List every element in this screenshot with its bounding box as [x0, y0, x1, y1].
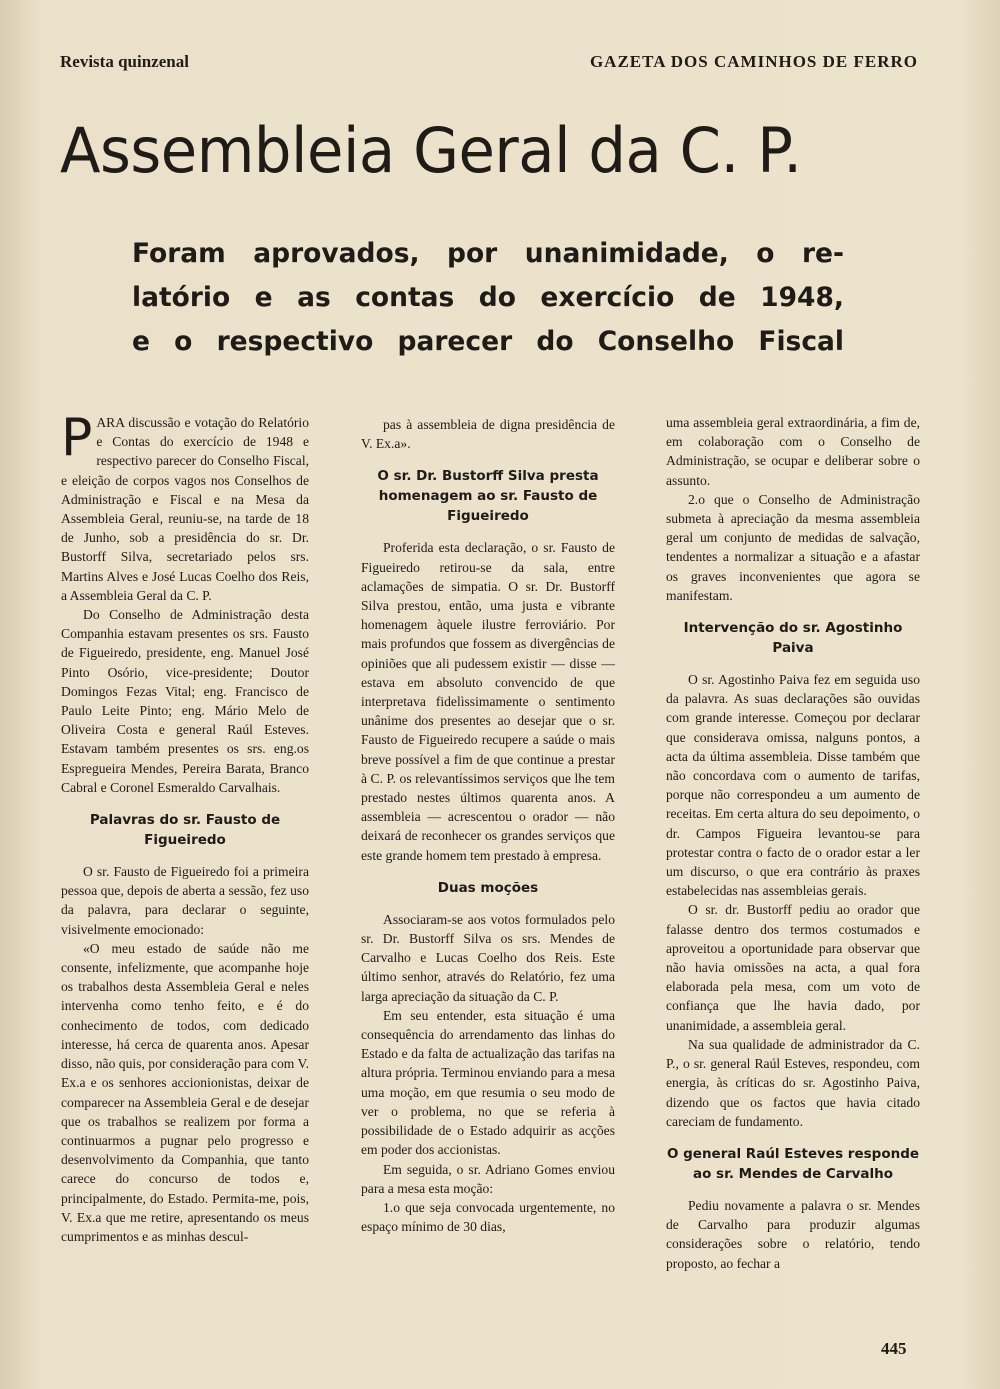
section-heading: Duas moções [437, 879, 539, 896]
paragraph: PARA discussão e votação do Relatório e Contas do exercício de 1948 e respectivo parecer do Conselho Fiscal, e eleição de corpos vagos nos Conselhos de Administração e Fiscal e na Mesa da Assembleia Geral, reuniu-se, na tarde de 18 de Junho, sob a presidência do sr. Dr. Bustorff Silva, secretariado pelos srs. Martins Alves e José Lucas Coelho dos Reis, a Assembleia Geral da C. P. [61, 408, 309, 603]
text-column-3 [666, 413, 920, 1273]
header-publication-frequency: Revista quinzenal [60, 52, 189, 71]
paragraph: «O meu estado de saúde não me consente, infelizmente, que acompanhe hoje os trabalhos desta Assembleia Geral e neles intervenha como tenho feito, e é do conhecimento de todos, com dedicado interesse, há cerca de quarenta anos. Apesar disso, não quis, por consideração para com V. Ex.a e os senhores accionionistas, deixar de comparecer na Assembleia Geral e de desejar que os trabalhos se realizem por forma a continuarmos a pugnar pelo progresso e desenvolvimento da Companhia, que tanto carece do concurso de todos e, principalmente, do Estado. Permita-me, pois, V. Ex.a que me retire, apresentando os meus cumprimentos e as minhas descul- [61, 940, 309, 1244]
paragraph: Do Conselho de Administração desta Companhia estavam presentes os srs. Fausto de Figueiredo, presidente, eng. Manuel José Pinto Osório, vice-presidente; Doutor Domingos Fezas Vital; eng. Francisco de Paulo Leite Pinto; eng. Mário Melo de Oliveira Costa e general Raúl Esteves. Estavam também presentes os srs. eng.os Espregueira Mendes, Pereira Barata, Branco Cabral e Coronel Esmeraldo Carvalhais. [61, 607, 309, 795]
paragraph: Na sua qualidade de administrador da C. P., o sr. general Raúl Esteves, respondeu, com energia, às críticas do sr. Agostinho Paiva, dizendo que os factos que havia citado careciam de fundamento. [666, 1036, 920, 1129]
paragraph: O sr. Fausto de Figueiredo foi a primeira pessoa que, depois de aberta a sessão, fez uso da palavra, para declarar o seguinte, visivelmente emocionado: [61, 864, 309, 937]
section-heading: O general Raúl Esteves responde ao sr. Mendes de Carvalho [666, 1145, 920, 1182]
paragraph: Em seguida, o sr. Adriano Gomes enviou para a mesa esta moção: [361, 1161, 615, 1196]
paragraph: Pediu novamente a palavra o sr. Mendes de Carvalho para produzir algumas considerações sobre o relatório, tendo proposto, ao fechar a [666, 1197, 920, 1271]
text-column-2 [361, 415, 615, 1236]
subtitle-line: Foram aprovados, por unanimidade, o re- [132, 238, 844, 269]
paragraph: uma assembleia geral extraordinária, a fim de, em colaboração com o Conselho de Administração, se ocupar e deliberar sobre o assunto. [666, 415, 920, 488]
page-number: 445 [881, 1339, 907, 1358]
paragraph: 1.o que seja convocada urgentemente, no espaço mínimo de 30 dias, [361, 1199, 615, 1235]
header-magazine-title: GAZETA DOS CAMINHOS DE FERRO [589, 52, 918, 71]
drop-cap: P [61, 408, 93, 468]
section-heading: O sr. Dr. Bustorff Silva presta homenagem ao sr. Fausto de Figueiredo [377, 468, 599, 525]
paragraph: Em seu entender, esta situação é uma consequência do arrendamento das linhas do Estado e da falta de actualização das tarifas na altura própria. Terminou enviando para a mesa uma moção, em que resumia o seu modo de ver o problema, no que se referia à possibilidade de o Estado adquirir as acções em poder dos accionistas. [361, 1007, 615, 1158]
section-heading: Palavras do sr. Fausto de Figueiredo [89, 812, 281, 849]
paragraph: O sr. dr. Bustorff pediu ao orador que falasse dentro dos termos costumados e aproveitou a oportunidade para observar que não havia omissões na acta, a qual fora elaborada pela mesa, com um voto de confiança que lhe havia dado, por unanimidade, a assembleia geral. [666, 902, 920, 1033]
article-title: Assembleia Geral da C. P. [60, 114, 802, 187]
paragraph: pas à assembleia de digna presidência de V. Ex.a». [361, 417, 615, 452]
text-column-1 [61, 408, 309, 1246]
paragraph: Proferida esta declaração, o sr. Fausto de Figueiredo retirou-se da sala, entre aclamações de simpatia. O sr. Dr. Bustorff Silva prestou, então, uma justa e vibrante homenagem àquele ilustre ferroviário. Por mais profundos que fossem as divergências de opiniões que ali pudessem existir — disse — estava em absoluto convencido de que interpretava fidelìssimamente o sentimento unânime dos presentes ao desejar que o sr. Fausto de Figueiredo recupere a saúde o mais breve possível a fim de que continue a prestar à C. P. os relevantíssimos serviços que lhe tem prestado nestes últimos quarenta anos. A assembleia — acrescentou o orador — não deixará de reconhecer os grandes serviços que este grande homem tem prestado à empresa. [361, 540, 615, 863]
paragraph: 2.o que o Conselho de Administração submeta à apreciação da mesma assembleia geral um conjunto de medidas de salvação, tendentes a normalizar a situação e a afastar os graves inconvenientes que agora se manifestam. [666, 491, 920, 603]
article-subtitle [132, 232, 844, 364]
subtitle-line: e o respectivo parecer do Conselho Fiscal [132, 326, 844, 357]
paragraph: Associaram-se aos votos formulados pelo sr. Dr. Bustorff Silva os srs. Mendes de Carvalho e Lucas Coelho dos Reis. Este último senhor, através do Relatório, fez uma larga apreciação da situação da C. P. [361, 911, 615, 1004]
section-heading: Intervenção do sr. Agostinho Paiva [683, 620, 903, 657]
subtitle-line: latório e as contas do exercício de 1948, [132, 282, 844, 313]
paragraph: O sr. Agostinho Paiva fez em seguida uso da palavra. As suas declarações são ouvidas com grande interesse. Começou por declarar que considerava omissa, nalguns pontos, a acta da última assembleia. Disse também que não concordava com o aumento de tarifas, porque não correspondeu a um aumento de receitas. Em certa altura do seu depoimento, o dr. Campos Figueira levantou-se para protestar contra o facto de o orador estar a ler um discurso, o que era contrário às praxes estabelecidas nas assembleias gerais. [666, 672, 920, 899]
